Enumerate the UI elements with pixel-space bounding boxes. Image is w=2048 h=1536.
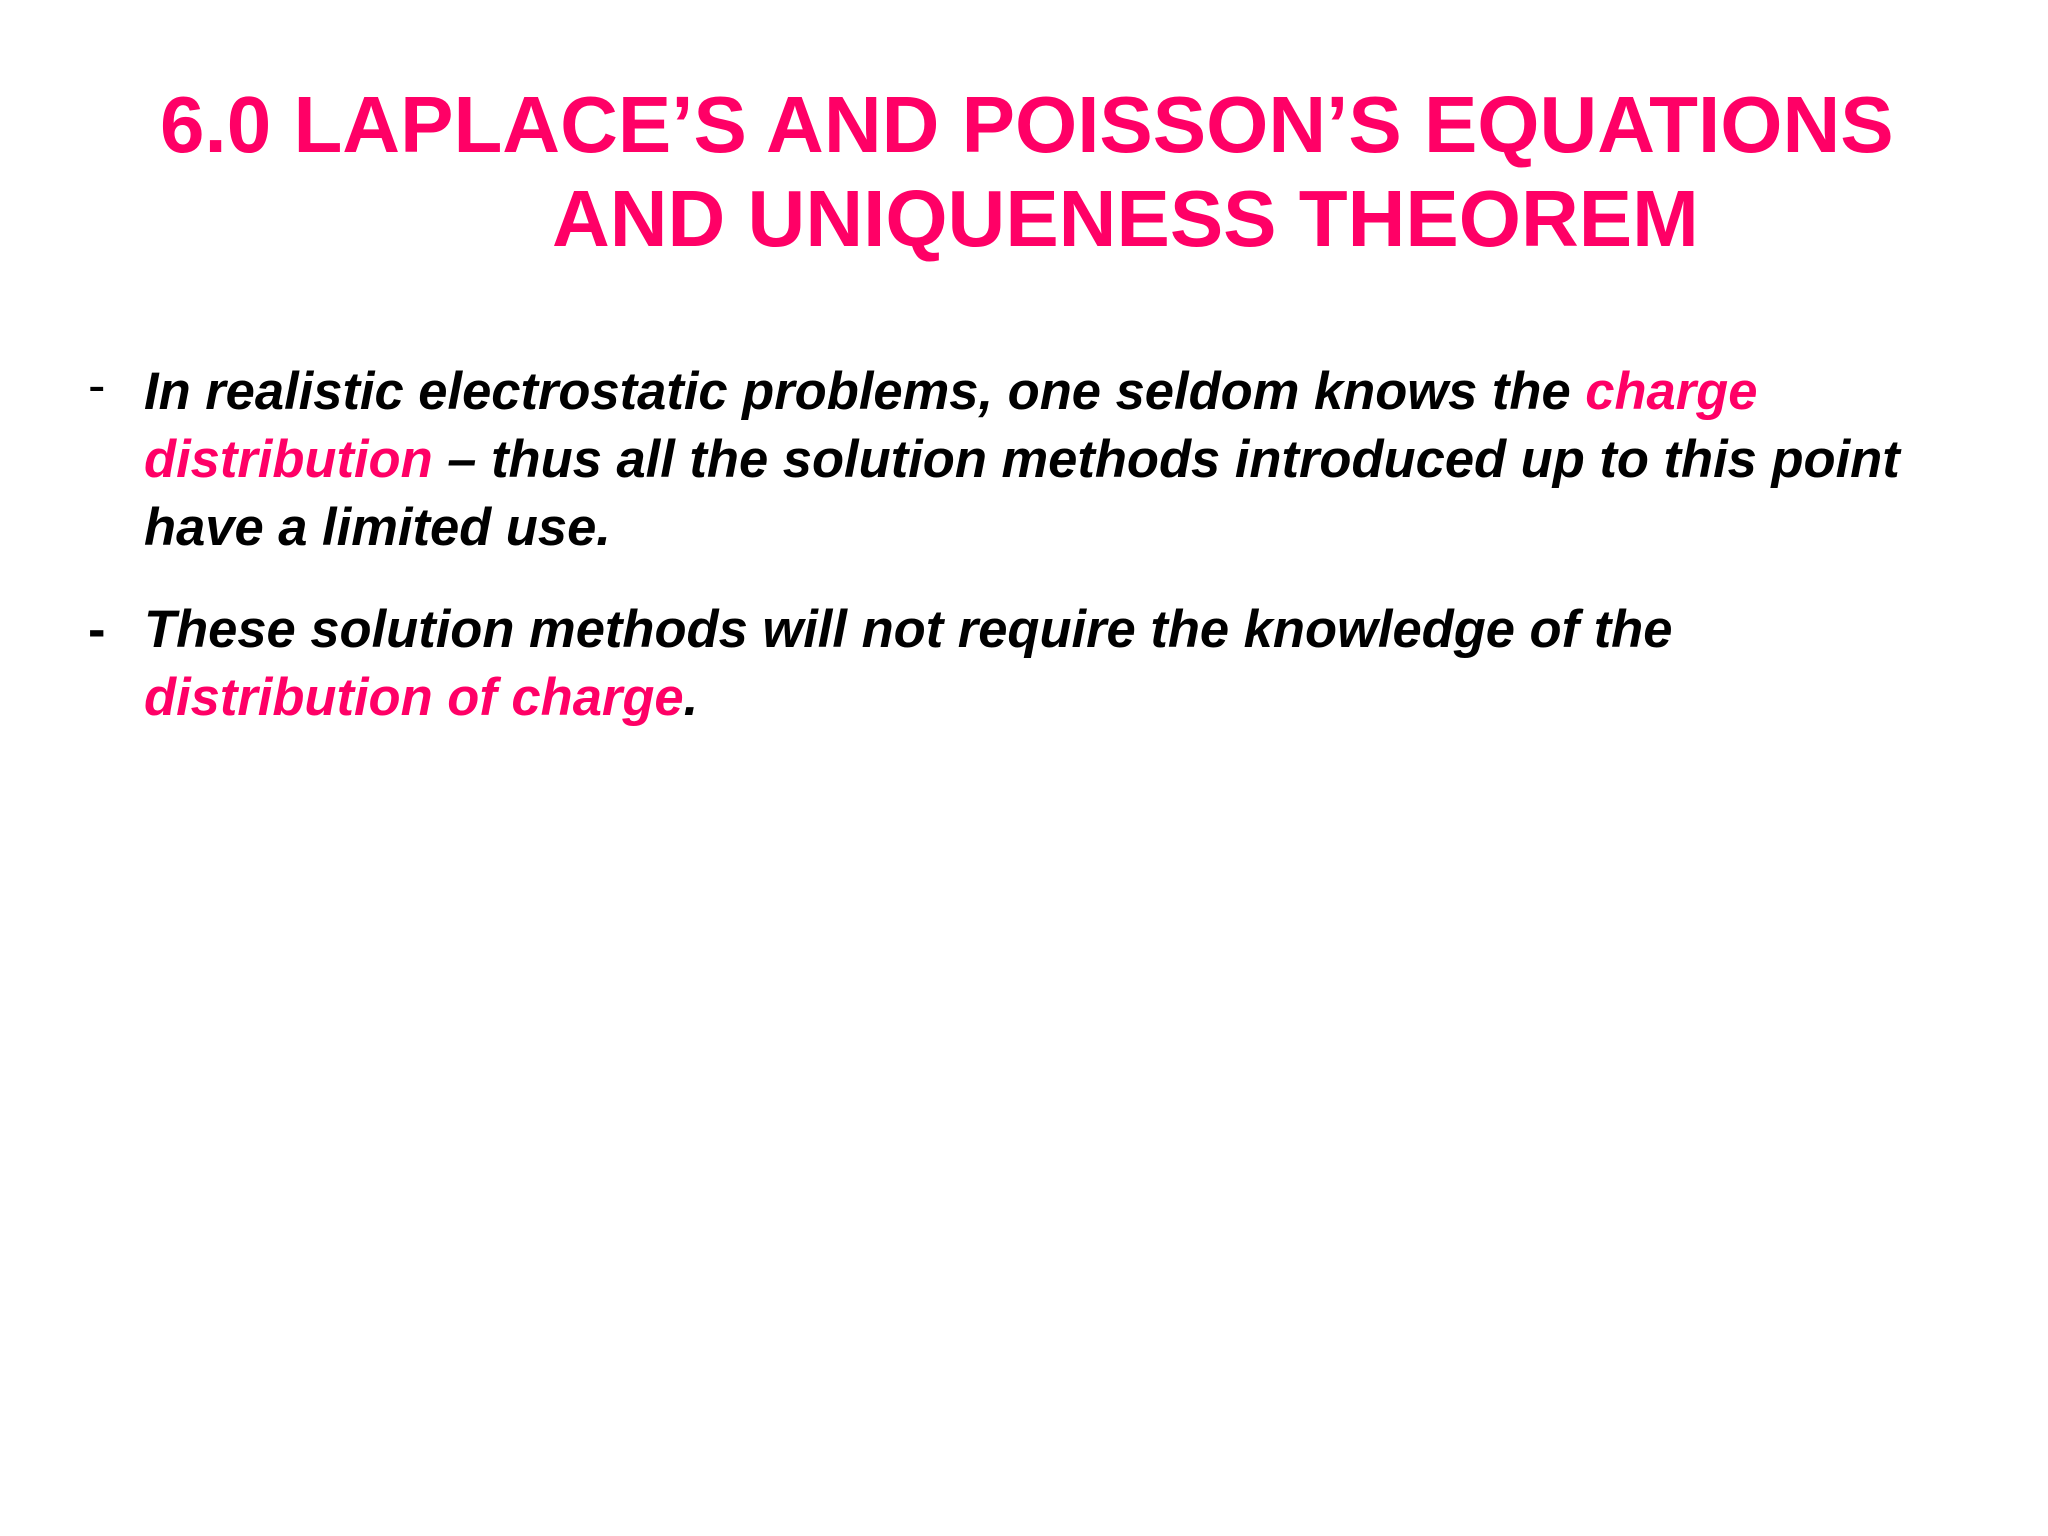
bullet-text: In realistic electrostatic problems, one seldom knows the xyxy=(144,362,1586,421)
slide-title-line-1: 6.0 LAPLACE’S AND POISSON’S EQUATIONS xyxy=(160,80,1894,169)
highlight-term: charge distribution xyxy=(144,362,1758,489)
bullet-list xyxy=(88,358,1948,766)
bullet-item-charge-distribution xyxy=(88,358,1948,562)
bullet-dash-marker: - xyxy=(88,356,106,415)
bullet-dash-marker: - xyxy=(88,600,106,659)
slide-title-line-2: AND UNIQUENESS THEOREM xyxy=(552,174,1699,263)
bullet-item-solution-methods xyxy=(88,596,1948,732)
bullet-text: – thus all the solution methods introduced up to this point have a limited use. xyxy=(144,430,1900,557)
bullet-text: . xyxy=(683,668,699,727)
highlight-term: distribution of charge xyxy=(144,668,684,727)
bullet-text: These solution methods will not require the knowledge of the xyxy=(144,600,1673,659)
slide-title xyxy=(160,78,1960,266)
